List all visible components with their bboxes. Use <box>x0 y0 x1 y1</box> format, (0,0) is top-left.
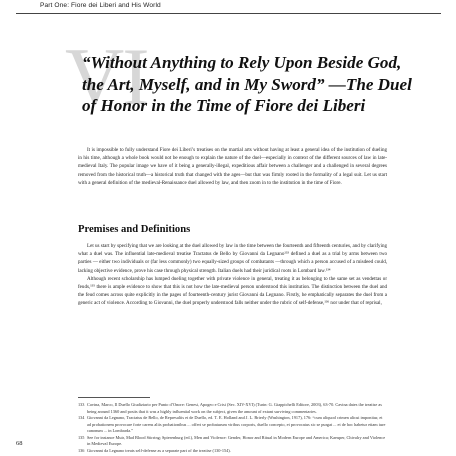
chapter-numeral: VI <box>65 31 148 122</box>
footnote <box>78 448 387 455</box>
footnote <box>78 402 387 415</box>
footnote-text: See for instance Muir, Mad Blood Stirring; Spierenburg (ed.), Men and Violence: Gender, Honor and Ritual in Modern Europe and America; Kaeuper, Chivalry and Violence in Medieval Europe. <box>87 434 386 446</box>
section-heading: Premises and Definitions <box>78 224 191 235</box>
body-paragraph: Although recent scholarship has lumped dueling together with private violence in general, treating it as belonging to the same set as vendettas or feuds,¹³⁵ there is ample evidence to show that this is not how the late-medieval person understood this institution. The distinction between the duel and the feud comes across quite explicitly in the pages of fourteenth-century jurist Giovanni da Legnano. Firstly, he emphatically separates the duel from a generic act of violence. According to Giovanni, the duel properly understood falls neither under the rubric of self-defense,¹³⁶ nor under that of reprisal, <box>78 275 387 307</box>
intro-text: It is impossible to fully understand Fiore dei Liberi’s treatises on the martial arts without having at least a general idea of the institution of dueling in his time, although a whole book would not be enough to explain the nature of the duel—especially in context of the different sources of law in late-medieval Italy. The popular image we have of it being a generally-illegal, expeditious affair between a challenger and a challenged in several degrees removed from the historical truth—a historical truth that changed with the ages—but that was firmly rooted in the formality of a legal suit. Let us start with a general definition of the medieval-Renaissance duel allowed by law, and then zoom in to the institution in the time of Fiore. <box>78 147 387 186</box>
footnote-text: Giovanni da Legnano treats self-defense as a separate part of the treatise (130-154). <box>87 447 231 453</box>
footnote <box>78 415 387 435</box>
footnote-number: 135 <box>78 434 85 440</box>
body-paragraph: Let us start by specifying that we are looking at the duel allowed by law in the time between the fourteenth and fifteenth centuries, and by clarifying what a duel was. The influential late-medieval treatise Tractatus de Bello by Giovanni da Legnano¹³³ defined a duel as a trial by arms between two parties — either two individuals or (far less commonly) two equally-sized groups of combatants —through which a person accused of a misdeed could, lacking objective evidence, prove his case through physical strength. Italian duels had their juridical roots in Lombard law.¹³⁴ <box>78 243 387 274</box>
footnote-number: 133 <box>78 402 85 407</box>
page-number: 68 <box>16 440 23 447</box>
footnote-number: 134 <box>78 415 85 420</box>
footnotes <box>78 402 387 454</box>
running-header <box>16 2 441 14</box>
footnote-text: Giovanni da Legnano, Tractatus de Bello, de Represaliis et de Duello, ed. T. E. Holland and J. L. Brierly (Washington, 1917), 176: “cum aliquod crimen alicui imponitur, et ad probationem provocare forte carens aliis probationibus ... offert se probaturum viribus corporis, duello concepto, et provocatus sic se purgat ... et de hoc habetur etiam iure canonum ... in Lombarda.” <box>87 415 386 433</box>
section-body <box>78 242 387 308</box>
footnote <box>78 435 387 448</box>
footnote-number: 136 <box>78 447 85 453</box>
chapter-title: “Without Anything to Rely Upon Beside God, the Art, Myself, and in My Sword” —The Duel of Honor in the Time of Fiore dei Liberi <box>82 53 412 115</box>
running-header-text: Part One: Fiore dei Liberi and His World <box>40 2 161 9</box>
footnote-text: Cavina, Marco, Il Duello Giudiziario per Punto d’Onore: Genesi, Apogeo e Crisi (Sec. XIV-XVI) (Turin: G. Giappichelli Editore, 2003), 63-70. Cavina dates the treatise as being around 1360 and posits that it was a highly influential work on the subject, given the amount of extant surviving commentaries. <box>87 402 382 414</box>
footnote-divider <box>78 397 150 398</box>
intro-paragraph <box>78 146 387 187</box>
